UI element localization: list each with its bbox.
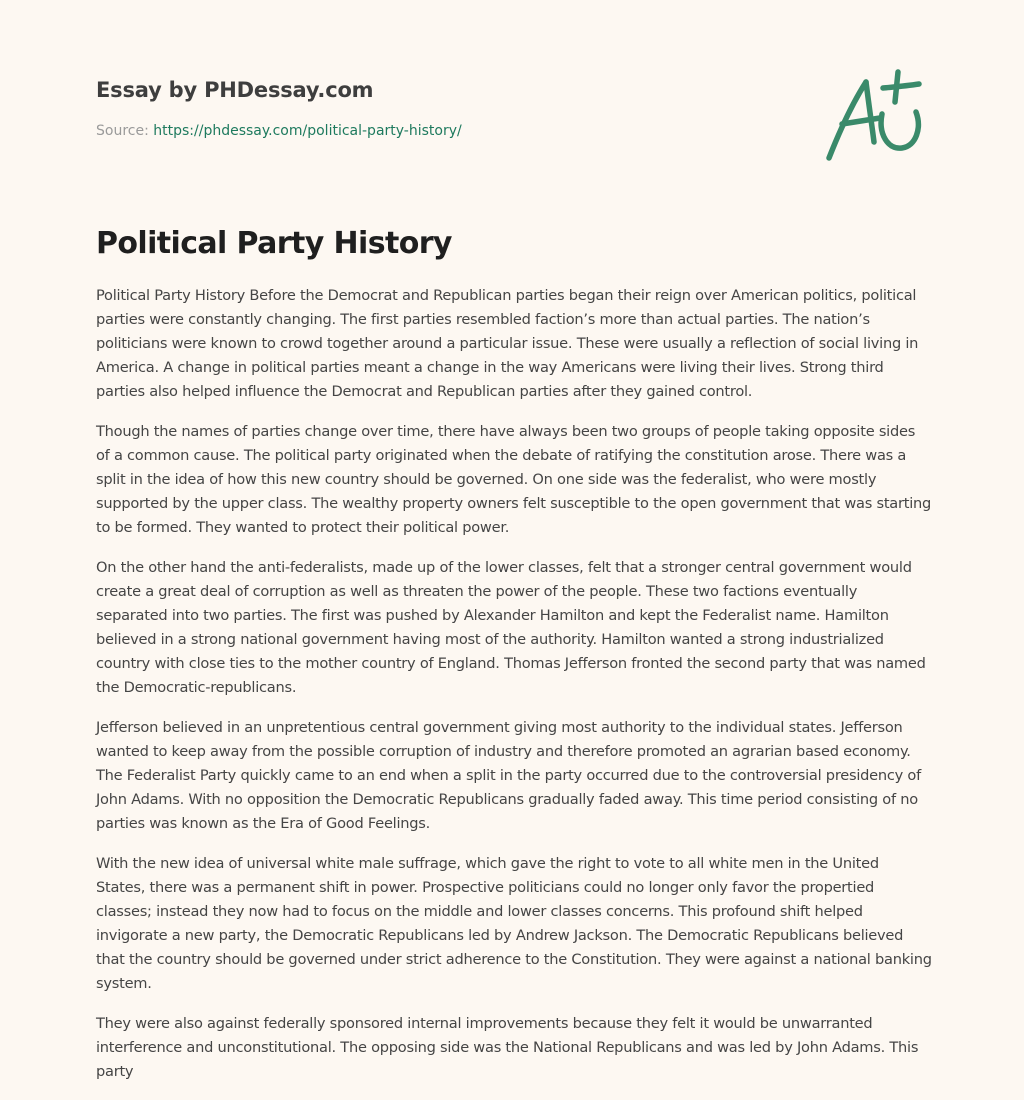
essay-body (96, 284, 932, 1100)
essay-paragraph: They were also against federally sponsored internal improvements because they felt it would be unwarranted interference and unconstitutional. The opposing side was the National Republicans and was led by John Adams. This party (96, 1015, 919, 1080)
essay-paragraph: Political Party History Before the Democrat and Republican parties began their reign over American politics, political parties were constantly changing. The first parties resembled faction’s more than actual parties. The nation’s politicians were known to crowd together around a particular issue. These were usually a reflection of social living in America. A change in political parties meant a change in the way Americans were living their lives. Strong third parties also helped influence the Democrat and Republican parties after they gained control. (96, 287, 919, 400)
a-plus-logo-icon (822, 68, 932, 168)
essay-paragraph: On the other hand the anti-federalists, made up of the lower classes, felt that a stronger central government would create a great deal of corruption as well as threaten the power of the people. These two factions eventually separated into two parties. The first was pushed by Alexander Hamilton and kept the Federalist name. Hamilton believed in a strong national government having most of the authority. Hamilton wanted a strong industrialized country with close ties to the mother country of England. Thomas Jefferson fronted the second party that was named the Democratic-republicans. (96, 559, 926, 696)
site-title: Essay by PHDessay.com (96, 78, 374, 102)
source-label: Source: (96, 123, 149, 139)
source-line (96, 122, 796, 140)
essay-paragraph: With the new idea of universal white male suffrage, which gave the right to vote to all white men in the United States, there was a permanent shift in power. Prospective politicians could no longer only favor the propertied classes; instead they now had to focus on the middle and lower classes concerns. This profound shift helped invigorate a new party, the Democratic Republicans led by Andrew Jackson. The Democratic Republicans believed that the country should be governed under strict adherence to the Constitution. They were against a national banking system. (96, 855, 932, 992)
essay-paragraph: Jefferson believed in an unpretentious central government giving most authority to the individual states. Jefferson wanted to keep away from the possible corruption of industry and therefore promoted an agrarian based economy. The Federalist Party quickly came to an end when a split in the party occurred due to the controversial presidency of John Adams. With no opposition the Democratic Republicans gradually faded away. This time period consisting of no parties was known as the Era of Good Feelings. (96, 719, 921, 832)
source-link[interactable]: https://phdessay.com/political-party-history/ (153, 123, 462, 139)
page-header (96, 76, 796, 140)
essay-title: Political Party History (96, 226, 452, 261)
essay-paragraph: Though the names of parties change over time, there have always been two groups of people taking opposite sides of a common cause. The political party originated when the debate of ratifying the constitution arose. There was a split in the idea of how this new country should be governed. On one side was the federalist, who were mostly supported by the upper class. The wealthy property owners felt susceptible to the open government that was starting to be formed. They wanted to protect their political power. (96, 423, 932, 536)
